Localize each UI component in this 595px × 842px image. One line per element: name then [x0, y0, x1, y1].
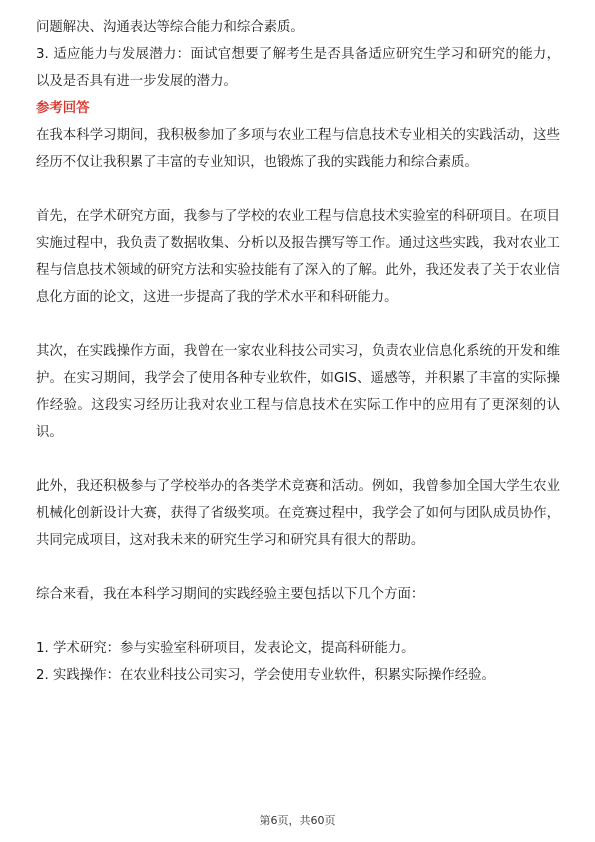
- answer-paragraph-research: 首先，在学术研究方面，我参与了学校的农业工程与信息技术实验室的科研项目。在项目实施过程中，我负责了数据收集、分析以及报告撰写等工作。通过这些实践，我对农业工程与信息技术领域的研究方法和实验技能有了深入的了解。此外，我还发表了关于农业信息化方面的论文，这进一步提高了我的学术水平和科研能力。: [36, 209, 560, 305]
- answer-paragraph-summary: 综合来看，我在本科学习期间的实践经验主要包括以下几个方面：: [36, 587, 425, 602]
- paragraph-spacer: [36, 311, 560, 338]
- summary-list-item-practice: 2. 实践操作：在农业科技公司实习，学会使用专业软件，积累实际操作经验。: [36, 668, 495, 683]
- answer-paragraph-internship: 其次，在实践操作方面，我曾在一家农业科技公司实习，负责农业信息化系统的开发和维护。在实习期间，我学会了使用各种专业软件，如GIS、遥感等，并积累了丰富的实际操作经验。这段实习经历让我对农业工程与信息技术在实际工作中的应用有了更深刻的认识。: [36, 344, 560, 440]
- paragraph-spacer: [36, 554, 560, 581]
- list-item-adaptability: 3. 适应能力与发展潜力：面试官想要了解考生是否具备适应研究生学习和研究的能力，以及是否具有进一步发展的潜力。: [36, 47, 560, 89]
- reference-answer-heading: 参考回答: [36, 101, 90, 116]
- paragraph-spacer: [36, 608, 560, 635]
- document-body: [36, 14, 560, 689]
- paragraph-spacer: [36, 446, 560, 473]
- intro-line: 问题解决、沟通表达等综合能力和综合素质。: [36, 20, 304, 35]
- paragraph-spacer: [36, 176, 560, 203]
- answer-paragraph-competition: 此外，我还积极参与了学校举办的各类学术竞赛和活动。例如，我曾参加全国大学生农业机械化创新设计大赛，获得了省级奖项。在竞赛过程中，我学会了如何与团队成员协作，共同完成项目，这对我未来的研究生学习和研究具有很大的帮助。: [36, 479, 560, 548]
- summary-list-item-research: 1. 学术研究：参与实验室科研项目，发表论文，提高科研能力。: [36, 641, 415, 656]
- answer-paragraph-intro: 在我本科学习期间，我积极参加了多项与农业工程与信息技术专业相关的实践活动，这些经历不仅让我积累了丰富的专业知识，也锻炼了我的实践能力和综合素质。: [36, 128, 560, 170]
- page-number: 第6页，共60页: [259, 814, 336, 827]
